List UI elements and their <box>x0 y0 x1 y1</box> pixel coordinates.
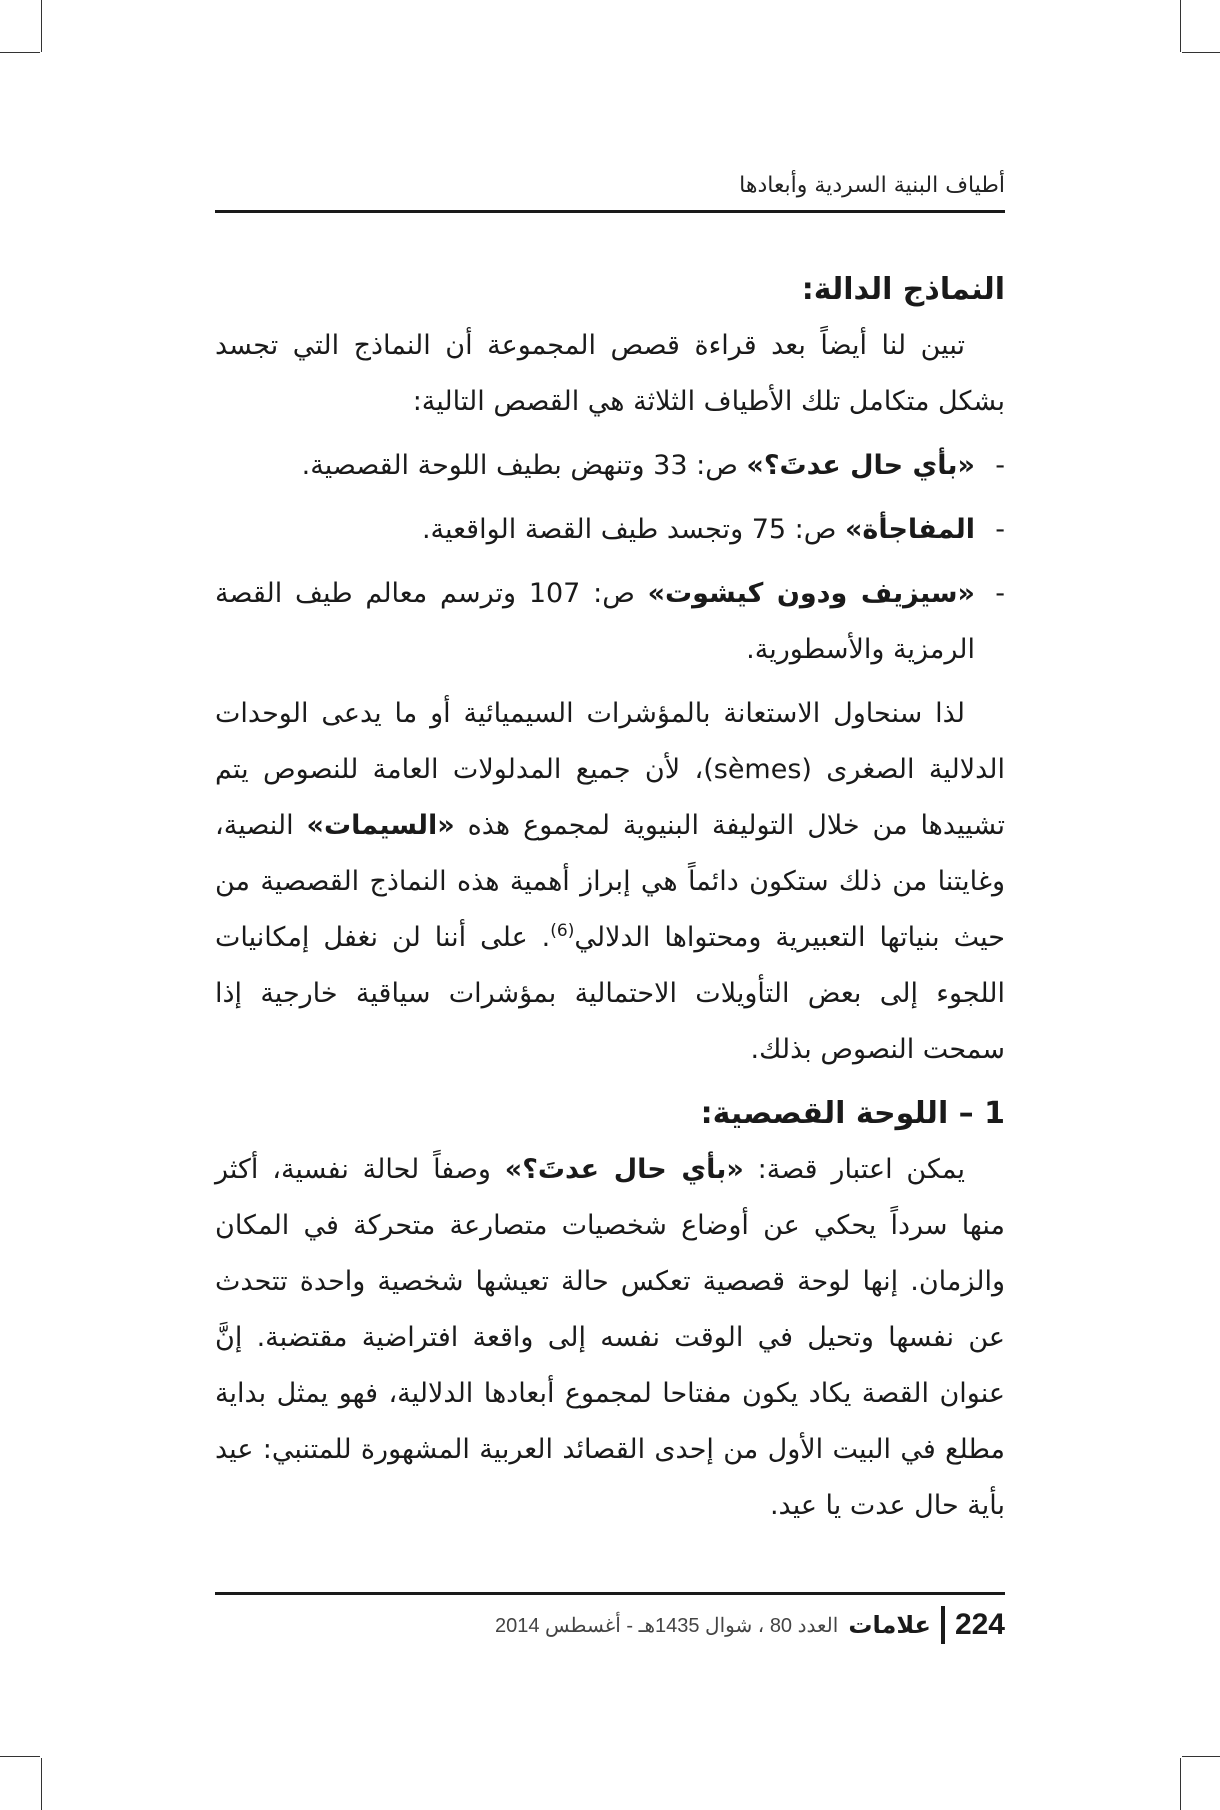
item-text: ص: 33 وتنهض بطيف اللوحة القصصية. <box>301 450 747 481</box>
issue-info: العدد 80 ، شوال 1435هـ - أغسطس 2014 <box>495 1614 839 1637</box>
page-body <box>215 262 1005 1542</box>
story-title: «سيزيف ودون كيشوت» <box>647 578 975 609</box>
paragraph-text: وصفاً لحالة نفسية، أكثر منها سرداً يحكي عن أوضاع شخصيات متصارعة متحركة في المكان والزمان. إنها لوحة قصصية تعكس حالة تعيشها شخصية واحدة تتحدث عن نفسها وتحيل في الوقت نفسه إلى واقعة افتراضية مقتضبة. إنَّ عنوان القصة يكاد يكون مفتاحا لمجموع أبعادها الدلالية، فهو يمثل بداية مطلع في البيت الأول من إحدى القصائد العربية المشهورة للمتنبي: عيد بأية حال عدت يا عيد. <box>215 1154 1005 1521</box>
item-text: ص: 107 وترسم معالم طيف القصة الرمزية والأسطورية. <box>215 578 975 665</box>
section-heading-tableau: 1 – اللوحة القصصية: <box>700 1096 1005 1131</box>
running-header: أطياف البنية السردية وأبعادها <box>739 173 1005 198</box>
semiotics-paragraph <box>215 686 1005 1078</box>
paragraph-text: يمكن اعتبار قصة: <box>743 1154 965 1185</box>
crop-mark <box>1180 0 1181 52</box>
crop-mark <box>1182 1756 1220 1757</box>
header-rule <box>215 210 1005 213</box>
list-dash: - <box>995 450 1005 481</box>
list-item <box>215 438 1005 494</box>
intro-paragraph: تبين لنا أيضاً بعد قراءة قصص المجموعة أن النماذج التي تجسد بشكل متكامل تلك الأطياف الثلاثة هي القصص التالية: <box>215 330 1005 417</box>
crop-mark <box>0 1756 40 1757</box>
list-dash: - <box>995 514 1005 545</box>
page-footer <box>495 1603 1005 1647</box>
crop-mark <box>0 52 40 53</box>
paragraph-text: . على أننا لن نغفل إمكانيات اللجوء إلى بعض التأويلات الاحتمالية بمؤشرات سياقية خارجية إذا سمحت النصوص بذلك. <box>215 922 1005 1065</box>
list-dash: - <box>995 578 1005 609</box>
book-page <box>215 0 1005 1810</box>
section-heading-models: النماذج الدالة: <box>801 272 1005 307</box>
bold-term: «السيمات» <box>306 810 455 841</box>
bold-term: «بأي حال عدتَ؟» <box>504 1154 744 1185</box>
paragraph-text: لذا سنحاول الاستعانة بالمؤشرات السيميائية أو ما يدعى الوحدات الدلالية الصغرى (sèmes)، لأن جميع المدلولات العامة للنصوص يتم تشييدها من خلال التوليفة البنيوية لمجموع هذه <box>215 698 1005 841</box>
footer-divider <box>941 1606 945 1644</box>
list-item <box>215 566 1005 678</box>
journal-logo: علامات <box>848 1611 931 1639</box>
crop-mark <box>1182 52 1220 53</box>
page-number: 224 <box>954 1608 1005 1641</box>
crop-mark <box>41 0 42 52</box>
crop-mark <box>41 1758 42 1810</box>
story-title: «بأي حال عدتَ؟» <box>746 450 975 481</box>
crop-mark <box>1180 1758 1181 1810</box>
footer-rule <box>215 1592 1005 1595</box>
item-text: ص: 75 وتجسد طيف القصة الواقعية. <box>421 514 845 545</box>
story-title: المفاجأة» <box>844 514 975 545</box>
paragraph-text: النصية، وغايتنا من ذلك ستكون دائماً هي إبراز أهمية هذه النماذج القصصية من حيث بنياتها التعبيرية ومحتواها الدلالي <box>215 810 1005 953</box>
list-item <box>215 502 1005 558</box>
footnote-ref: (6) <box>550 921 575 941</box>
tableau-paragraph <box>215 1142 1005 1534</box>
